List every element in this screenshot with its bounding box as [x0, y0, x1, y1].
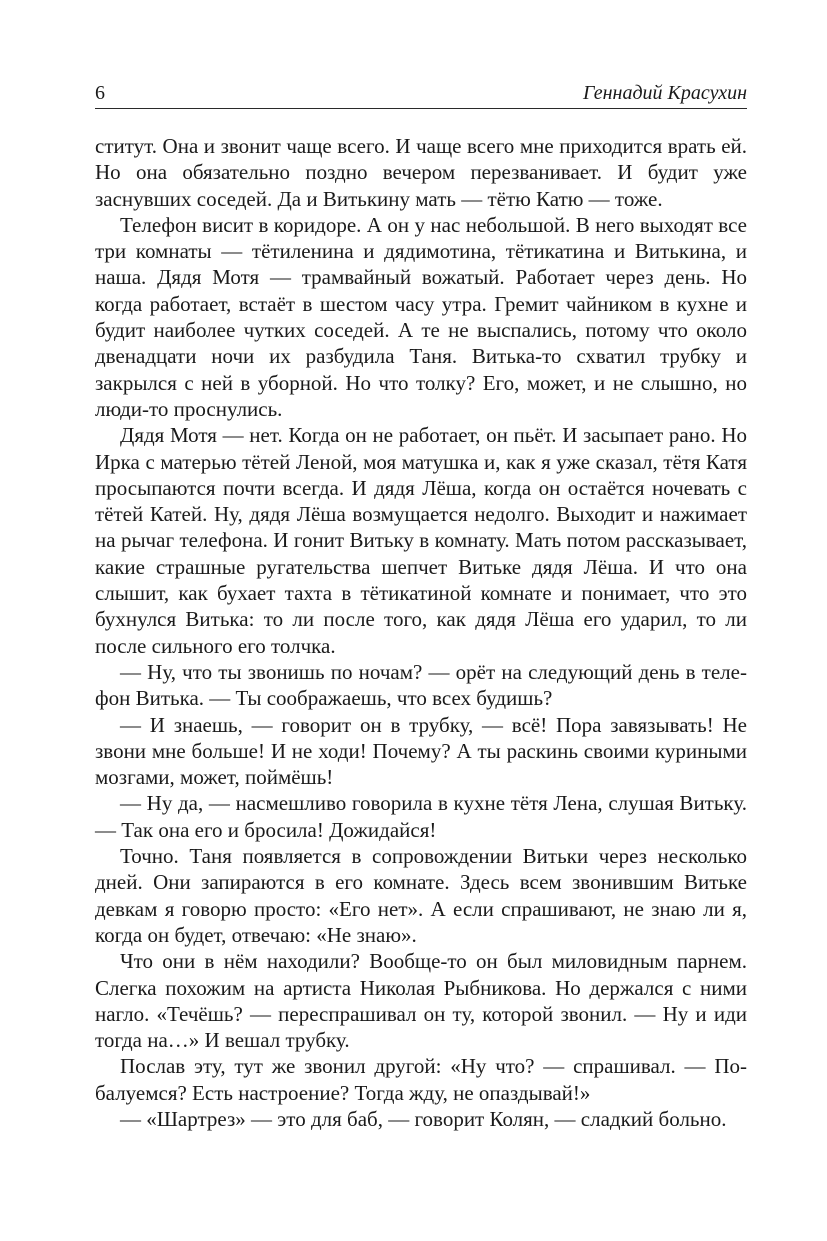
paragraph: — Ну, что ты звонишь по ночам? — орёт на следующий день в телефон Витька. — Ты соображаешь, что всех будишь? — [95, 659, 747, 711]
paragraph: Дядя Мотя — нет. Когда он не работает, он пьёт. И засыпает рано. Но Ирка с матерью тётей Леной, моя матушка и, как я уже сказал, тётя Катя просыпаются почти всегда. И дядя Лёша, когда он остаётся ночевать с тётей Катей. Ну, дядя Лёша возмущается недолго. Выходит и нажимает на рычаг телефона. И гонит Витьку в комнату. Мать потом рассказывает, какие страшные ругательства шепчет Витьке дядя Лёша. И что она слышит, как бухает тахта в тётикатиной комнате и понимает, что это бухнулся Витька: то ли после того, как дядя Лёша его ударил, то ли после сильного его толчка. — [95, 423, 747, 658]
page-header — [95, 80, 747, 109]
paragraph: Точно. Таня появляется в сопровождении Витьки через несколько дней. Они запираются в его комнате. Здесь всем звонившим Витьке девкам я говорю просто: «Его нет». А если спрашивают, не знаю ли я, когда он будет, отвечаю: «Не знаю». — [95, 844, 747, 947]
paragraph: — Ну да, — насмешливо говорила в кухне тётя Лена, слушая Витьку. — Так она его и бросила! Дожидайся! — [95, 791, 747, 842]
paragraph: Послав эту, тут же звонил другой: «Ну что? — спрашивал. — Побалуемся? Есть настроение? Тогда жду, не опаздывай!» — [95, 1054, 747, 1105]
paragraph: — И знаешь, — говорит он в трубку, — всё! Пора завязывать! Не звони мне больше! И не ходи! Почему? А ты раскинь своими куриными мозгами, может, поймёшь! — [95, 712, 747, 790]
paragraph: — «Шартрез» — это для баб, — говорит Колян, — сладкий больно. — [120, 1106, 727, 1131]
paragraph: Что они в нём находили? Вообще-то он был миловидным парнем. Слегка похожим на артиста Николая Рыбникова. Но держался с ними нагло. «Течёшь? — переспрашивал он ту, которой звонил. — Ну и иди тогда на…» И вешал трубку. — [95, 949, 747, 1053]
page-number: 6 — [95, 82, 105, 104]
paragraph: Телефон висит в коридоре. А он у нас небольшой. В него выходят все три комнаты — тётиленина и дядимотина, тётикатина и Витькина, и наша. Дядя Мотя — трамвайный вожатый. Работает через день. Но когда работает, встаёт в шестом часу утра. Гремит чайником в кухне и будит наиболее чутких соседей. А те не выспались, потому что около двенадцати ночи их разбудила Таня. Витька-то схватил трубку и закрылся с ней в уборной. Но что толку? Его, может, и не слышно, но люди-то проснулись. — [95, 212, 747, 421]
running-head-author: Геннадий Красухин — [582, 82, 747, 104]
paragraph: ститут. Она и звонит чаще всего. И чаще всего мне приходится врать ей. Но она обязательно поздно вечером перезванивает. И будит уже заснувших соседей. Да и Витькину мать — тётю Катю — тоже. — [95, 134, 747, 211]
body-text — [95, 133, 747, 1132]
